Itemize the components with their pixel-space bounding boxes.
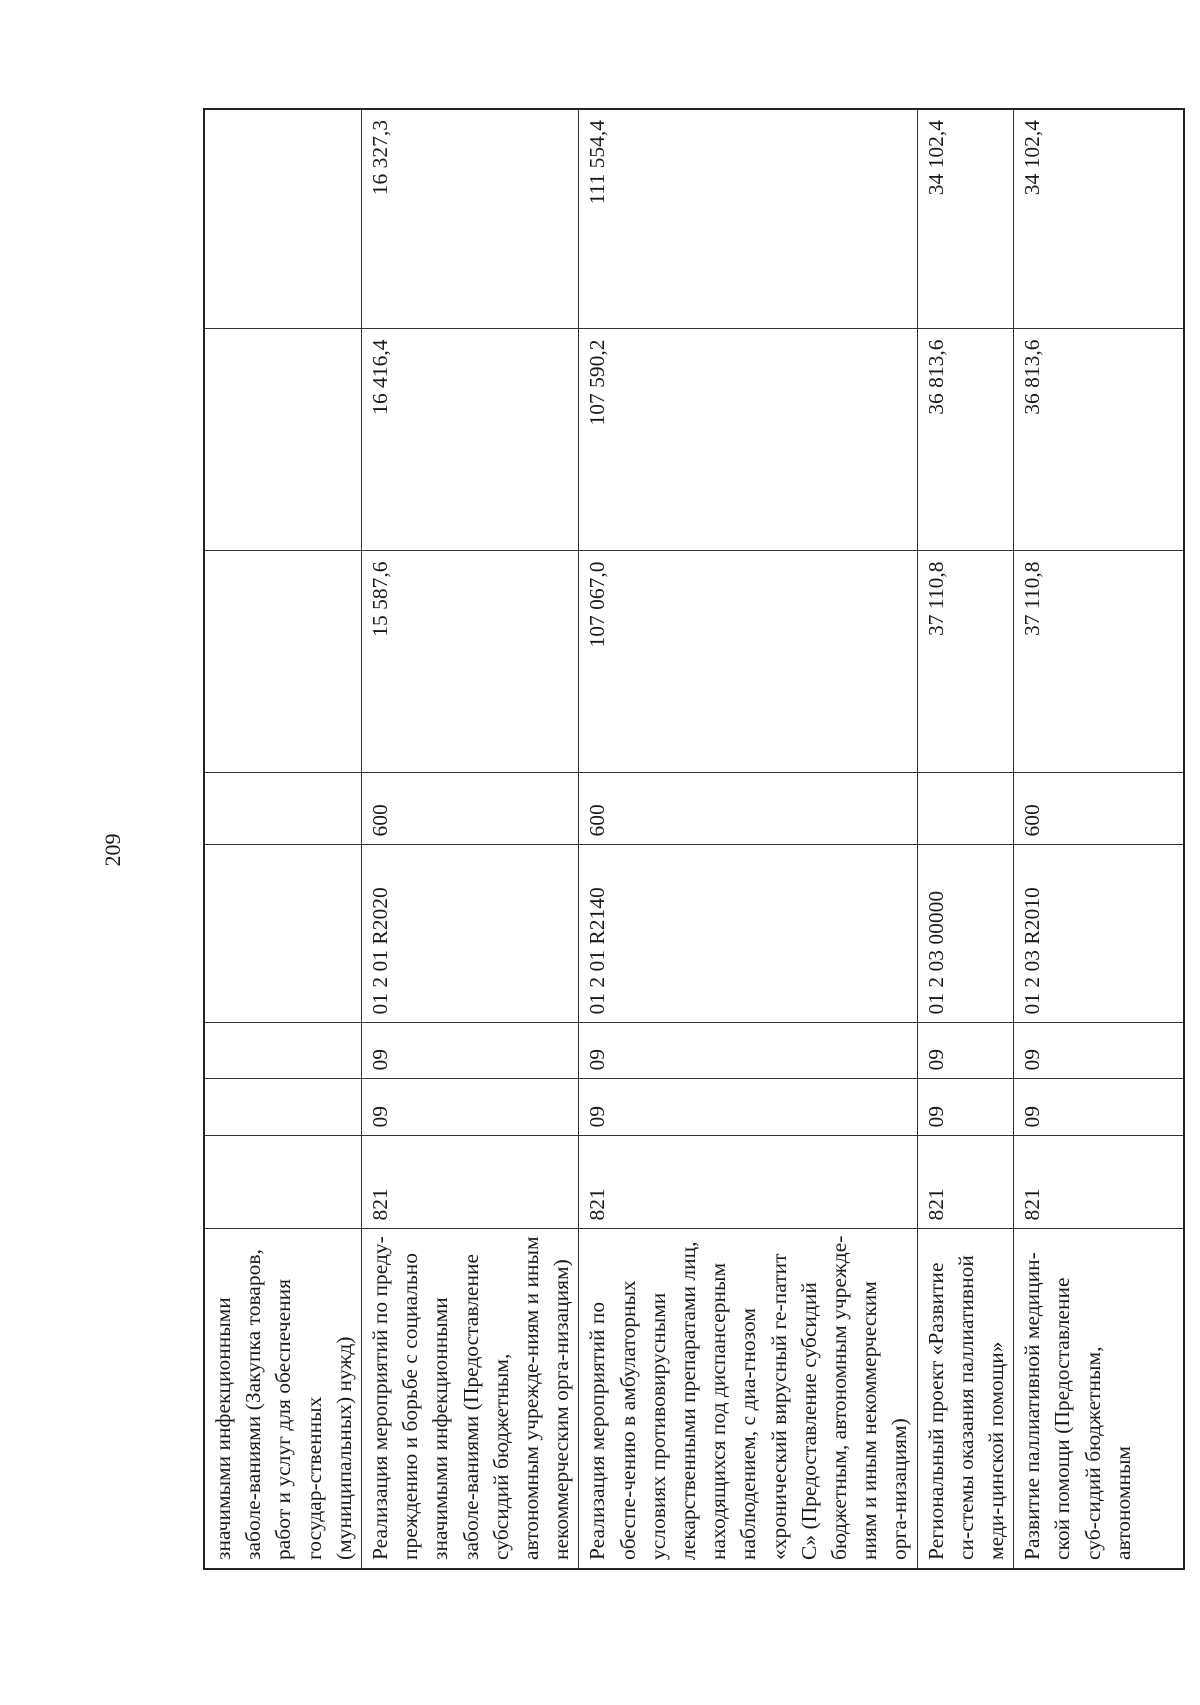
cell-section	[204, 1079, 362, 1136]
cell-year-1: 107 067,0	[579, 551, 917, 773]
cell-description: значимыми инфекционными заболе-ваниями (Закупка товаров, работ и услуг для обеспечения государ-ственных (муниципальных) нужд)	[204, 1229, 362, 1569]
table-row	[204, 109, 362, 1569]
cell-year-2: 16 416,4	[362, 329, 579, 551]
cell-description: Региональный проект «Развитие си-стемы оказания паллиативной меди-цинской помощи»	[917, 1229, 1014, 1569]
cell-expense-type: 600	[1014, 773, 1184, 845]
cell-section: 09	[362, 1079, 579, 1136]
cell-year-2: 36 813,6	[1014, 329, 1184, 551]
cell-ministry: 821	[917, 1136, 1014, 1229]
cell-year-1: 37 110,8	[917, 551, 1014, 773]
table-row	[917, 109, 1014, 1569]
cell-ministry: 821	[1014, 1136, 1184, 1229]
cell-year-2	[204, 329, 362, 551]
budget-table-rotated	[203, 110, 1135, 1570]
cell-subsection: 09	[362, 1023, 579, 1079]
table-row	[362, 109, 579, 1569]
cell-year-3: 34 102,4	[917, 109, 1014, 329]
cell-year-1: 37 110,8	[1014, 551, 1184, 773]
cell-subsection: 09	[1014, 1023, 1184, 1079]
cell-description: Реализация мероприятий по обеспе-чению в амбулаторных условиях противовирусными лекарственными препаратами лиц, находящихся под диспансерным наблюдением, с диа-гнозом «хронический вирусный ге-патит С» (Предоставление субсидий бюджетным, автономным учрежде-ниям и иным некоммерческим орга-низациям)	[579, 1229, 917, 1569]
cell-expense-type	[204, 773, 362, 845]
cell-year-3	[204, 109, 362, 329]
cell-year-1: 15 587,6	[362, 551, 579, 773]
cell-expense-type: 600	[579, 773, 917, 845]
budget-table	[203, 108, 1185, 1570]
cell-target-article: 01 2 01 R2140	[579, 845, 917, 1023]
cell-description: Реализация мероприятий по преду-преждению и борьбе с социально значимыми инфекционными заболе-ваниями (Предоставление субсидий бюджетным, автономным учрежде-ниям и иным некоммерческим орга-низациям)	[362, 1229, 579, 1569]
table-row	[579, 109, 917, 1569]
cell-target-article: 01 2 01 R2020	[362, 845, 579, 1023]
cell-ministry	[204, 1136, 362, 1229]
cell-subsection	[204, 1023, 362, 1079]
cell-year-3: 16 327,3	[362, 109, 579, 329]
cell-section: 09	[917, 1079, 1014, 1136]
cell-target-article: 01 2 03 R2010	[1014, 845, 1184, 1023]
cell-year-2: 36 813,6	[917, 329, 1014, 551]
cell-year-3: 34 102,4	[1014, 109, 1184, 329]
cell-ministry: 821	[579, 1136, 917, 1229]
cell-target-article: 01 2 03 00000	[917, 845, 1014, 1023]
cell-subsection: 09	[917, 1023, 1014, 1079]
cell-description: Развитие паллиативной медицин-ской помощи (Предоставление суб-сидий бюджетным, автономным	[1014, 1229, 1184, 1569]
cell-section: 09	[579, 1079, 917, 1136]
cell-section: 09	[1014, 1079, 1184, 1136]
cell-expense-type: 600	[362, 773, 579, 845]
cell-ministry: 821	[362, 1136, 579, 1229]
cell-year-2: 107 590,2	[579, 329, 917, 551]
cell-year-3: 111 554,4	[579, 109, 917, 329]
page-number: 209	[100, 833, 125, 867]
cell-expense-type	[917, 773, 1014, 845]
cell-year-1	[204, 551, 362, 773]
table-row	[1014, 109, 1184, 1569]
cell-subsection: 09	[579, 1023, 917, 1079]
cell-target-article	[204, 845, 362, 1023]
